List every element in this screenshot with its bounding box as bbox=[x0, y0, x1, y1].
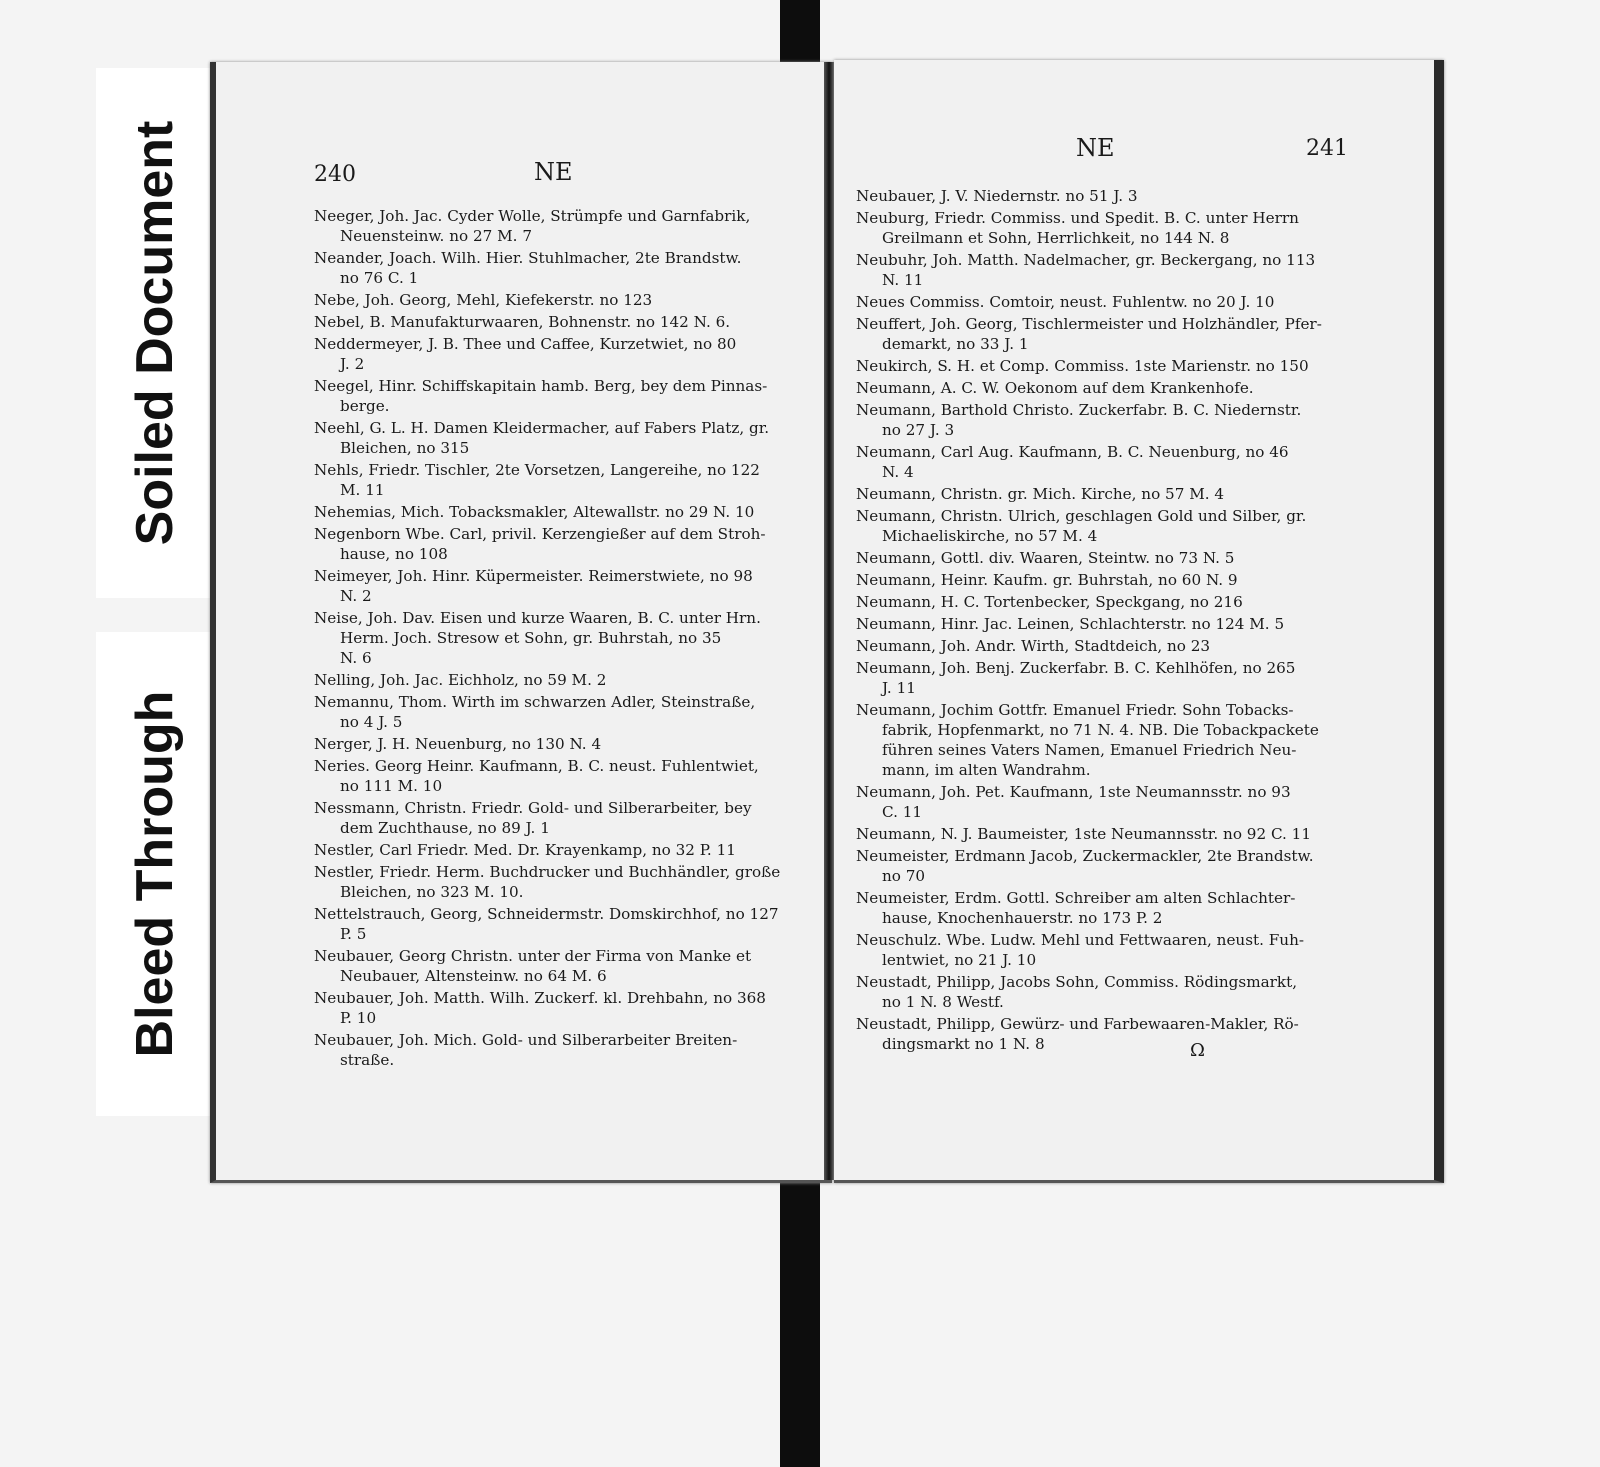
bleed-through-text: Bleed Through bbox=[126, 690, 184, 1058]
binding-strip-top bbox=[780, 0, 820, 62]
left-page-number: 240 bbox=[314, 162, 356, 187]
book-spine bbox=[824, 62, 834, 1180]
signature-mark: Ω bbox=[1190, 1040, 1205, 1061]
right-page-number: 241 bbox=[1306, 136, 1348, 161]
directory-entry: Neuburg, Friedr. Commiss. und Spedit. B. C. unter Herrn Greilmann et Sohn, Herrlichkeit, no 144 N. 8 bbox=[856, 209, 1299, 247]
directory-entry: Neumann, Joh. Benj. Zuckerfabr. B. C. Kehlhöfen, no 265 J. 11 bbox=[856, 659, 1296, 697]
directory-entry: Nehls, Friedr. Tischler, 2te Vorsetzen, Langereihe, no 122 M. 11 bbox=[314, 461, 760, 499]
directory-entry: Neumann, Jochim Gottfr. Emanuel Friedr. Sohn Tobacks- fabrik, Hopfenmarkt, no 71 N. 4. NB. Die Tobackpackete führen seines Vaters Namen, Emanuel Friedrich Neu- mann, im alten Wandrahm. bbox=[856, 701, 1319, 779]
directory-entry: Nemannu, Thom. Wirth im schwarzen Adler, Steinstraße, no 4 J. 5 bbox=[314, 693, 756, 731]
directory-entry: Neumann, Christn. Ulrich, geschlagen Gold und Silber, gr. Michaeliskirche, no 57 M. 4 bbox=[856, 507, 1307, 545]
directory-entry: Neumann, Christn. gr. Mich. Kirche, no 57 M. 4 bbox=[856, 485, 1225, 503]
directory-entry: Neumann, A. C. W. Oekonom auf dem Krankenhofe. bbox=[856, 379, 1254, 397]
directory-entry: Neise, Joh. Dav. Eisen und kurze Waaren, B. C. unter Hrn. Herm. Joch. Stresow et Sohn, gr. Buhrstah, no 35 N. 6 bbox=[314, 609, 761, 667]
directory-entry: Negenborn Wbe. Carl, privil. Kerzengießer auf dem Stroh- hause, no 108 bbox=[314, 525, 766, 563]
directory-entry: Neries. Georg Heinr. Kaufmann, B. C. neust. Fuhlentwiet, no 111 M. 10 bbox=[314, 757, 759, 795]
directory-entry: Nestler, Carl Friedr. Med. Dr. Krayenkamp, no 32 P. 11 bbox=[314, 841, 736, 859]
right-page bbox=[834, 60, 1444, 1183]
directory-entry: Neumann, Barthold Christo. Zuckerfabr. B. C. Niedernstr. no 27 J. 3 bbox=[856, 401, 1302, 439]
directory-entry: Neubauer, Joh. Matth. Wilh. Zuckerf. kl. Drehbahn, no 368 P. 10 bbox=[314, 989, 766, 1027]
directory-entry: Neubauer, Georg Christn. unter der Firma von Manke et Neubauer, Altensteinw. no 64 M. 6 bbox=[314, 947, 752, 985]
right-page-header: NE bbox=[1076, 134, 1115, 162]
directory-entry: Neumann, Carl Aug. Kaufmann, B. C. Neuenburg, no 46 N. 4 bbox=[856, 443, 1289, 481]
directory-entry: Neustadt, Philipp, Jacobs Sohn, Commiss. Rödingsmarkt, no 1 N. 8 Westf. bbox=[856, 973, 1298, 1011]
directory-entry: Neuffert, Joh. Georg, Tischlermeister und Holzhändler, Pfer- demarkt, no 33 J. 1 bbox=[856, 315, 1322, 353]
directory-entry: Neuschulz. Wbe. Ludw. Mehl und Fettwaaren, neust. Fuh- lentwiet, no 21 J. 10 bbox=[856, 931, 1304, 969]
directory-entry: Nestler, Friedr. Herm. Buchdrucker und Buchhändler, große Bleichen, no 323 M. 10. bbox=[314, 863, 781, 901]
right-entry-list bbox=[856, 186, 1342, 1056]
directory-entry: Nebel, B. Manufakturwaaren, Bohnenstr. no 142 N. 6. bbox=[314, 313, 731, 331]
left-page-header: NE bbox=[534, 158, 573, 186]
directory-entry: Neumann, Heinr. Kaufm. gr. Buhrstah, no 60 N. 9 bbox=[856, 571, 1238, 589]
directory-entry: Neeger, Joh. Jac. Cyder Wolle, Strümpfe und Garnfabrik, Neuensteinw. no 27 M. 7 bbox=[314, 207, 751, 245]
directory-entry: Neumann, Joh. Andr. Wirth, Stadtdeich, no 23 bbox=[856, 637, 1211, 655]
directory-entry: Neehl, G. L. H. Damen Kleidermacher, auf Fabers Platz, gr. Bleichen, no 315 bbox=[314, 419, 770, 457]
directory-entry: Neumann, Joh. Pet. Kaufmann, 1ste Neumannsstr. no 93 C. 11 bbox=[856, 783, 1291, 821]
left-page bbox=[210, 62, 832, 1183]
binding-strip-bottom bbox=[780, 1180, 820, 1467]
directory-entry: Neumann, Hinr. Jac. Leinen, Schlachterstr. no 124 M. 5 bbox=[856, 615, 1285, 633]
directory-entry: Neddermeyer, J. B. Thee und Caffee, Kurzetwiet, no 80 J. 2 bbox=[314, 335, 737, 373]
directory-entry: Neumeister, Erdm. Gottl. Schreiber am alten Schlachter- hause, Knochenhauerstr. no 173 P. 2 bbox=[856, 889, 1296, 927]
soiled-document-label bbox=[96, 68, 214, 598]
directory-entry: Neumann, H. C. Tortenbecker, Speckgang, no 216 bbox=[856, 593, 1243, 611]
left-entry-list bbox=[314, 206, 802, 1072]
directory-entry: Neubauer, Joh. Mich. Gold- und Silberarbeiter Breiten- straße. bbox=[314, 1031, 738, 1069]
directory-entry: Neukirch, S. H. et Comp. Commiss. 1ste Marienstr. no 150 bbox=[856, 357, 1309, 375]
bleed-through-label bbox=[96, 632, 214, 1116]
directory-entry: Nelling, Joh. Jac. Eichholz, no 59 M. 2 bbox=[314, 671, 607, 689]
directory-entry: Neues Commiss. Comtoir, neust. Fuhlentw. no 20 J. 10 bbox=[856, 293, 1275, 311]
directory-entry: Neimeyer, Joh. Hinr. Küpermeister. Reimerstwiete, no 98 N. 2 bbox=[314, 567, 753, 605]
directory-entry: Nerger, J. H. Neuenburg, no 130 N. 4 bbox=[314, 735, 602, 753]
directory-entry: Neustadt, Philipp, Gewürz- und Farbewaaren-Makler, Rö- dingsmarkt no 1 N. 8 bbox=[856, 1015, 1299, 1053]
directory-entry: Neegel, Hinr. Schiffskapitain hamb. Berg, bey dem Pinnas- berge. bbox=[314, 377, 768, 415]
directory-entry: Neubauer, J. V. Niedernstr. no 51 J. 3 bbox=[856, 187, 1138, 205]
directory-entry: Neander, Joach. Wilh. Hier. Stuhlmacher, 2te Brandstw. no 76 C. 1 bbox=[314, 249, 742, 287]
directory-entry: Neumann, Gottl. div. Waaren, Steintw. no 73 N. 5 bbox=[856, 549, 1235, 567]
directory-entry: Neubuhr, Joh. Matth. Nadelmacher, gr. Beckergang, no 113 N. 11 bbox=[856, 251, 1316, 289]
directory-entry: Nessmann, Christn. Friedr. Gold- und Silberarbeiter, bey dem Zuchthause, no 89 J. 1 bbox=[314, 799, 752, 837]
directory-entry: Neumeister, Erdmann Jacob, Zuckermackler, 2te Brandstw. no 70 bbox=[856, 847, 1314, 885]
directory-entry: Neumann, N. J. Baumeister, 1ste Neumannsstr. no 92 C. 11 bbox=[856, 825, 1311, 843]
directory-entry: Nettelstrauch, Georg, Schneidermstr. Domskirchhof, no 127 P. 5 bbox=[314, 905, 779, 943]
directory-entry: Nebe, Joh. Georg, Mehl, Kiefekerstr. no 123 bbox=[314, 291, 653, 309]
directory-entry: Nehemias, Mich. Tobacksmakler, Altewallstr. no 29 N. 10 bbox=[314, 503, 755, 521]
soiled-document-text: Soiled Document bbox=[126, 120, 184, 546]
